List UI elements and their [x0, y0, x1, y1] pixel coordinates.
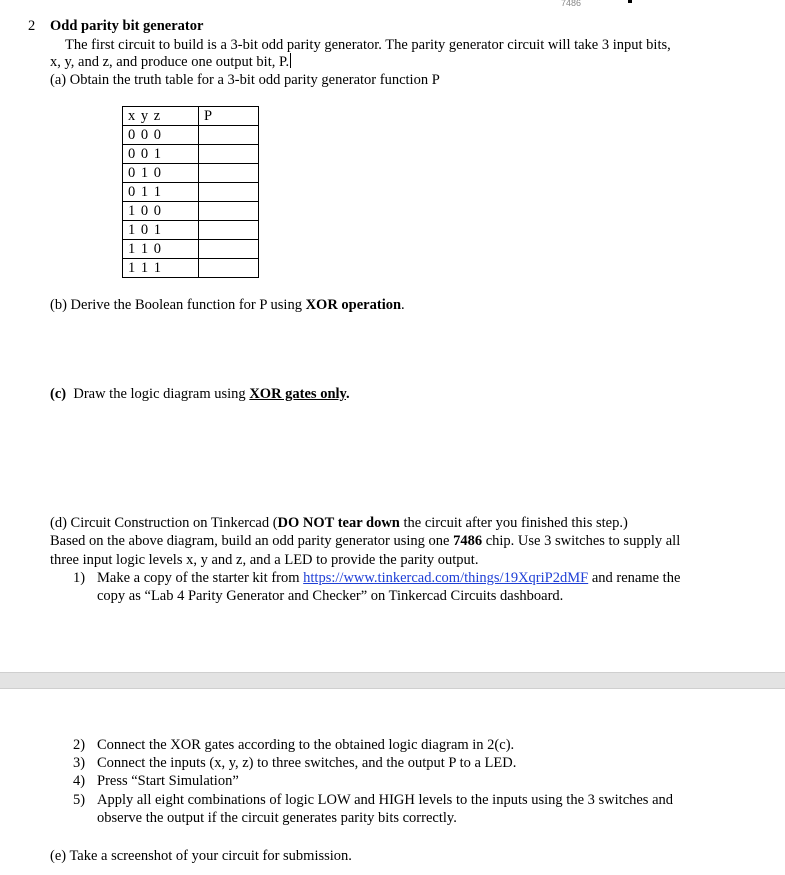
row-output-cell[interactable]: [199, 183, 259, 202]
step-4-number: 4): [73, 773, 86, 789]
table-row: [123, 259, 259, 278]
row-input: 1 0 0: [123, 202, 199, 221]
step-4-text: Press “Start Simulation”: [97, 773, 239, 789]
step-1-text: Make a copy of the starter kit from https://www.tinkercad.com/things/19XqriP2dMF and rename the: [97, 570, 681, 586]
table-row: [123, 240, 259, 259]
section-number: 2: [28, 18, 36, 34]
header-p: P: [199, 107, 259, 126]
starter-kit-link[interactable]: https://www.tinkercad.com/things/19XqriP2dMF: [303, 570, 589, 586]
part-d-line-1: (d) Circuit Construction on Tinkercad (DO NOT tear down the circuit after you finished this step.): [50, 515, 628, 531]
row-output-cell[interactable]: [199, 202, 259, 221]
row-input: 0 1 1: [123, 183, 199, 202]
step-1-number: 1): [73, 570, 86, 586]
row-output-cell[interactable]: [199, 240, 259, 259]
table-row: [123, 202, 259, 221]
page-break-divider: [0, 672, 785, 689]
step-3-number: 3): [73, 755, 86, 771]
row-output-cell[interactable]: [199, 126, 259, 145]
row-input: 0 1 0: [123, 164, 199, 183]
row-input: 1 1 0: [123, 240, 199, 259]
intro-line-1: The first circuit to build is a 3-bit odd parity generator. The parity generator circuit will take 3 input bits,: [65, 37, 671, 53]
row-input: 1 1 1: [123, 259, 199, 278]
part-d-line-3: three input logic levels x, y and z, and a LED to provide the parity output.: [50, 552, 479, 568]
table-row: [123, 126, 259, 145]
table-row: [123, 183, 259, 202]
step-5-number: 5): [73, 792, 86, 808]
part-c-text: (c) Draw the logic diagram using XOR gates only.: [50, 386, 350, 402]
header-xyz: x y z: [123, 107, 199, 126]
text-cursor: [290, 53, 291, 68]
step-2-text: Connect the XOR gates according to the obtained logic diagram in 2(c).: [97, 737, 515, 753]
row-input: 1 0 1: [123, 221, 199, 240]
part-a-text: (a) Obtain the truth table for a 3-bit odd parity generator function P: [50, 72, 440, 88]
row-input: 0 0 0: [123, 126, 199, 145]
table-row: [123, 164, 259, 183]
table-header-row: [123, 107, 259, 126]
chip-label-header: 7486: [561, 0, 582, 8]
step-1-line-2: copy as “Lab 4 Parity Generator and Checker” on Tinkercad Circuits dashboard.: [97, 588, 564, 604]
step-3-text: Connect the inputs (x, y, z) to three switches, and the output P to a LED.: [97, 755, 517, 771]
table-row: [123, 221, 259, 240]
header-mark: [628, 0, 632, 3]
step-5-text-line-2: observe the output if the circuit generates parity bits correctly.: [97, 810, 457, 826]
table-row: [123, 145, 259, 164]
row-output-cell[interactable]: [199, 259, 259, 278]
section-title: Odd parity bit generator: [50, 18, 204, 34]
step-2-number: 2): [73, 737, 86, 753]
row-output-cell[interactable]: [199, 145, 259, 164]
truth-table: [122, 106, 259, 278]
part-e-text: (e) Take a screenshot of your circuit for submission.: [50, 848, 352, 864]
row-input: 0 0 1: [123, 145, 199, 164]
part-d-line-2: Based on the above diagram, build an odd parity generator using one 7486 chip. Use 3 switches to supply all: [50, 533, 681, 549]
row-output-cell[interactable]: [199, 164, 259, 183]
step-5-text: Apply all eight combinations of logic LOW and HIGH levels to the inputs using the 3 switches and: [97, 792, 674, 808]
row-output-cell[interactable]: [199, 221, 259, 240]
part-b-text: (b) Derive the Boolean function for P using XOR operation.: [50, 297, 405, 313]
intro-line-2[interactable]: x, y, and z, and produce one output bit, P.: [50, 54, 290, 70]
